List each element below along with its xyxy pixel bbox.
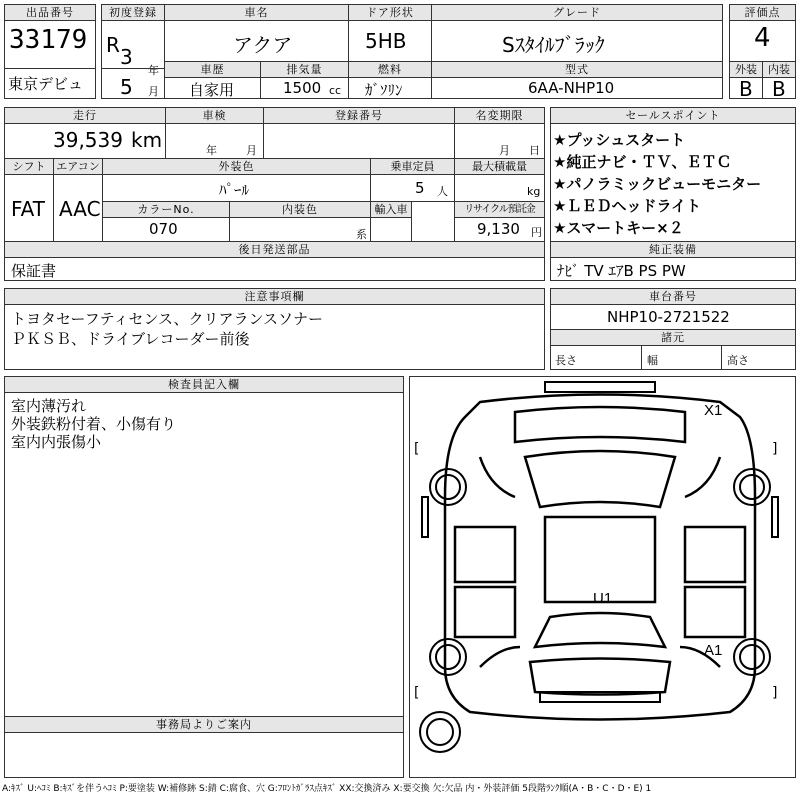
ext-color-box <box>102 158 371 202</box>
int-color-box <box>229 201 371 242</box>
recycle-box <box>454 201 545 242</box>
later-parts-value: 保証書 <box>11 262 57 280</box>
sales-point-item: ★スマートキー×２ <box>553 219 684 237</box>
bracket-open: [ <box>414 441 420 457</box>
specs-width: 幅 <box>647 354 658 367</box>
genuine-value: ﾅﾋﾞ TV ｴｱB PS PW <box>557 262 686 280</box>
capacity-box <box>370 158 455 202</box>
model-value: 6AA-NHP10 <box>528 79 615 97</box>
displacement-header: 排気量 <box>261 62 348 78</box>
inspector-box <box>4 376 404 717</box>
registration-header: 初度登録 <box>102 5 164 21</box>
mark-x1: X1 <box>704 402 723 419</box>
sales-points-header: セールスポイント <box>551 108 795 124</box>
car-name-header: 車名 <box>165 5 348 21</box>
sales-point-item: ★プッシュスタート <box>553 131 686 149</box>
plate-box <box>263 107 455 159</box>
fuel-box <box>348 61 432 99</box>
door-value: 5HB <box>365 29 407 53</box>
recycle-header: リサイクル預託金 <box>455 202 544 218</box>
mileage-value: 39,539 <box>53 128 123 152</box>
office-header: 事務局よりご案内 <box>5 717 403 733</box>
car-name: アクア <box>233 33 293 57</box>
recycle-unit: 円 <box>531 226 542 239</box>
shift-value: FAT <box>11 197 46 221</box>
displacement-unit: cc <box>329 84 342 97</box>
specs-height: 高さ <box>727 354 749 367</box>
shift-header: シフト <box>5 159 53 175</box>
bracket-close: ] <box>772 685 778 701</box>
grade-value: Sｽﾀｲﾙﾌﾞﾗｯｸ <box>502 33 605 57</box>
mileage-box <box>4 107 166 159</box>
history-box <box>164 61 261 99</box>
sales-point-item: ★純正ナビ・ＴＶ、ＥＴＣ <box>553 153 732 171</box>
inspection-header: 車検 <box>166 108 263 124</box>
deadline-month-unit: 月 <box>499 144 510 157</box>
lot-box <box>4 4 96 99</box>
lot-number: 33179 <box>9 25 88 55</box>
capacity-value: 5 <box>415 179 425 197</box>
car-outline-svg <box>410 377 796 778</box>
import-box <box>370 201 412 242</box>
door-box <box>348 4 432 62</box>
sales-point-item: ★ＬＥＤヘッドライト <box>553 197 701 215</box>
capacity-header: 乗車定員 <box>371 159 454 175</box>
sales-points-box <box>550 107 796 242</box>
aircon-value: AAC <box>59 197 101 221</box>
ext-color-value: ﾊﾟｰﾙ <box>219 181 250 199</box>
genuine-box <box>550 241 796 281</box>
load-header: 最大積載量 <box>455 159 544 175</box>
notes-line: ＰＫＳＢ、ドライブレコーダー前後 <box>11 330 250 348</box>
legend: A:ｷｽﾞ U:ﾍｺﾐ B:ｷｽﾞを伴うﾍｺﾐ P:要塗装 W:補修跡 S:錆 C:腐食、穴 G:ﾌﾛﾝﾄｶﾞﾗｽ点ｷｽﾞ XX:交換済み X:要交換 欠:欠品 内・外装評価 5段階ﾗﾝｸ順(A・B・C・D・E) 1 <box>2 784 652 794</box>
displacement-value: 1500 <box>283 79 322 97</box>
car-diagram <box>409 376 796 778</box>
recycle-value: 9,130 <box>477 220 520 238</box>
bracket-open: [ <box>414 685 420 701</box>
later-parts-header: 後日発送部品 <box>5 242 544 258</box>
car-name-box <box>164 4 349 62</box>
inspection-month-unit: 月 <box>246 144 257 157</box>
deadline-box <box>454 107 545 159</box>
score-header: 評価点 <box>730 5 795 21</box>
deadline-day-unit: 日 <box>529 144 540 157</box>
grade-box <box>431 4 723 62</box>
load-unit: kg <box>527 185 541 198</box>
lot-note: 東京デビュ <box>8 75 84 93</box>
inspector-line: 外装鉄粉付着、小傷有り <box>11 415 177 433</box>
chassis-box <box>550 288 796 330</box>
displacement-box <box>260 61 349 99</box>
model-box <box>431 61 723 99</box>
int-score: B <box>772 77 786 99</box>
door-header: ドア形状 <box>349 5 431 21</box>
sales-point-item: ★パノラミックビューモニター <box>553 175 762 193</box>
fuel-value: ｶﾞｿﾘﾝ <box>365 81 403 99</box>
registration-box <box>101 4 165 99</box>
capacity-unit: 人 <box>437 185 448 198</box>
chassis-header: 車台番号 <box>551 289 795 305</box>
inspection-box <box>165 107 264 159</box>
history-value: 自家用 <box>189 81 235 99</box>
later-parts-box <box>4 241 545 281</box>
aircon-header: エアコン <box>54 159 102 175</box>
specs-length: 長さ <box>555 354 577 367</box>
registration-year: 3 <box>120 45 133 69</box>
int-score-box <box>762 61 796 99</box>
ext-score: B <box>739 77 753 99</box>
lot-header: 出品番号 <box>5 5 95 21</box>
int-color-header: 内装色 <box>230 202 370 218</box>
registration-month-unit: 月 <box>148 85 159 98</box>
notes-header: 注意事項欄 <box>5 289 544 305</box>
color-no-header: カラーNo. <box>103 202 229 218</box>
inspection-year-unit: 年 <box>206 144 217 157</box>
color-no-value: 070 <box>149 220 178 238</box>
mark-u1: U1 <box>593 590 613 607</box>
ext-score-header: 外装 <box>730 62 762 78</box>
int-score-header: 内装 <box>763 62 795 78</box>
registration-era: R <box>106 33 120 57</box>
notes-line: トヨタセーフティセンス、クリアランスソナー <box>11 310 324 328</box>
registration-month: 5 <box>120 75 133 99</box>
fuel-header: 燃料 <box>349 62 431 78</box>
plate-header: 登録番号 <box>264 108 454 124</box>
specs-box <box>550 329 796 370</box>
import-header: 輸入車 <box>371 202 411 218</box>
ext-score-box <box>729 61 763 99</box>
score-value: 4 <box>754 23 771 53</box>
inspector-line: 室内薄汚れ <box>11 397 87 415</box>
notes-box <box>4 288 545 370</box>
color-no-box <box>102 201 230 242</box>
score-box <box>729 4 796 62</box>
load-box <box>454 158 545 202</box>
model-header: 型式 <box>432 62 722 78</box>
shift-box <box>4 158 54 242</box>
genuine-header: 純正装備 <box>551 242 795 258</box>
grade-header: グレード <box>432 5 722 21</box>
history-header: 車歴 <box>165 62 260 78</box>
chassis-value: NHP10-2721522 <box>607 308 730 326</box>
bracket-close: ] <box>772 441 778 457</box>
mark-a1: A1 <box>704 642 723 659</box>
inspector-header: 検査員記入欄 <box>5 377 403 393</box>
mileage-unit: km <box>131 128 163 152</box>
registration-year-unit: 年 <box>148 64 159 77</box>
int-color-unit: 系 <box>356 228 367 241</box>
office-box <box>4 716 404 778</box>
aircon-box <box>53 158 103 242</box>
deadline-header: 名変期限 <box>455 108 544 124</box>
specs-header: 諸元 <box>551 330 795 346</box>
ext-color-header: 外装色 <box>103 159 370 175</box>
mileage-header: 走行 <box>5 108 165 124</box>
inspector-line: 室内内張傷小 <box>11 433 102 451</box>
